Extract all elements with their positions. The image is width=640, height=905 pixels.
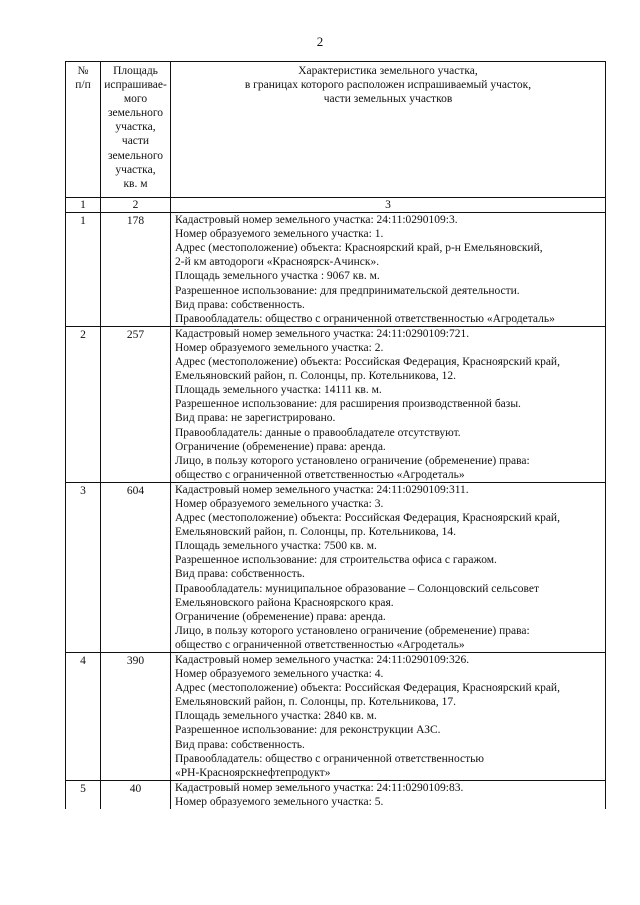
description-line: Номер образуемого земельного участка: 5. xyxy=(175,795,384,808)
description-line: Емельяновский район, п. Солонцы, пр. Котельникова, 12. xyxy=(175,370,456,383)
header-line: части xyxy=(121,135,150,148)
header-line: Площадь xyxy=(113,65,158,77)
description-line: Лицо, в пользу которого установлено ограничение (обременение) права: xyxy=(175,624,530,637)
row-number: 3 xyxy=(66,482,101,652)
description-line: Лицо, в пользу которого установлено ограничение (обременение) права: xyxy=(175,454,530,467)
description-line: Адрес (местоположение) объекта: Российская Федерация, Красноярский край, xyxy=(175,512,560,525)
description-line: Разрешенное использование: для предпринимательской деятельности. xyxy=(175,284,520,297)
description-line: Адрес (местоположение) объекта: Российская Федерация, Красноярский край, xyxy=(175,356,560,369)
description-line: Площадь земельного участка: 2840 кв. м. xyxy=(175,710,377,723)
column-index: 3 xyxy=(171,198,606,213)
description-line: Емельяновского района Красноярского края. xyxy=(175,596,394,609)
table-row xyxy=(66,780,606,809)
description-line: Номер образуемого земельного участка: 4. xyxy=(175,668,384,681)
description-line: Кадастровый номер земельного участка: 24:11:0290109:83. xyxy=(175,781,464,794)
header-line: № xyxy=(77,65,89,77)
land-plots-table xyxy=(65,61,606,809)
header-line: испрашивае- xyxy=(104,79,167,92)
row-description xyxy=(171,780,606,809)
description-line: Кадастровый номер земельного участка: 24:11:0290109:3. xyxy=(175,214,458,227)
header-line: кв. м xyxy=(123,177,148,190)
description-line: 2-й км автодороги «Красноярск-Ачинск». xyxy=(175,256,380,269)
description-line: Правообладатель: общество с ограниченной ответственностью xyxy=(175,752,484,765)
description-line: Разрешенное использование: для расширения производственной базы. xyxy=(175,398,521,411)
description-line: Разрешенное использование: для строительства офиса с гаражом. xyxy=(175,554,497,567)
column-index-row xyxy=(66,198,606,213)
row-area: 390 xyxy=(101,653,171,781)
header-line: участка, xyxy=(115,121,156,134)
description-line: Площадь земельного участка : 9067 кв. м. xyxy=(175,270,380,283)
header-description xyxy=(171,62,606,198)
description-line: Номер образуемого земельного участка: 2. xyxy=(175,341,384,354)
header-line: п/п xyxy=(75,79,91,92)
description-line: Адрес (местоположение) объекта: Красноярский край, р-н Емельяновский, xyxy=(175,242,543,255)
description-line: Разрешенное использование: для реконструкции АЗС. xyxy=(175,724,441,737)
table-row xyxy=(66,482,606,652)
description-line: Вид права: не зарегистрировано. xyxy=(175,412,336,425)
header-line: в границах которого расположен испрашиваемый участок, xyxy=(244,79,532,92)
description-line: Площадь земельного участка: 14111 кв. м. xyxy=(175,384,382,397)
description-line: общество с ограниченной ответственностью «Агродеталь» xyxy=(175,468,465,481)
row-number: 4 xyxy=(66,653,101,781)
table-header-row xyxy=(66,62,606,198)
row-description xyxy=(171,653,606,781)
table-row xyxy=(66,326,606,482)
row-description xyxy=(171,326,606,482)
description-line: Емельяновский район, п. Солонцы, пр. Котельникова, 17. xyxy=(175,696,456,709)
description-line: Правообладатель: данные о правообладателе отсутствуют. xyxy=(175,426,461,439)
header-line: Характеристика земельного участка, xyxy=(298,65,478,77)
header-line: земельного xyxy=(107,107,164,120)
description-line: Кадастровый номер земельного участка: 24:11:0290109:311. xyxy=(175,483,469,496)
header-line: части земельных участков xyxy=(323,93,453,106)
description-line: Ограничение (обременение) права: аренда. xyxy=(175,610,386,623)
description-line: «РН-Красноярскнефтепродукт» xyxy=(175,766,331,779)
row-area: 40 xyxy=(101,780,171,809)
description-line: Номер образуемого земельного участка: 3. xyxy=(175,497,384,510)
description-line: Правообладатель: общество с ограниченной ответственностью «Агродеталь» xyxy=(175,312,555,325)
row-description xyxy=(171,213,606,327)
description-line: Вид права: собственность. xyxy=(175,568,305,581)
description-line: Площадь земельного участка: 7500 кв. м. xyxy=(175,540,377,553)
row-area: 604 xyxy=(101,482,171,652)
description-line: Вид права: собственность. xyxy=(175,738,305,751)
row-number: 1 xyxy=(66,213,101,327)
row-number: 5 xyxy=(66,780,101,809)
description-line: Адрес (местоположение) объекта: Российская Федерация, Красноярский край, xyxy=(175,682,560,695)
description-line: общество с ограниченной ответственностью «Агродеталь» xyxy=(175,638,465,651)
description-line: Ограничение (обременение) права: аренда. xyxy=(175,440,386,453)
header-area xyxy=(101,62,171,198)
header-line: земельного xyxy=(107,149,164,162)
row-area: 257 xyxy=(101,326,171,482)
table-row xyxy=(66,213,606,327)
description-line: Кадастровый номер земельного участка: 24:11:0290109:721. xyxy=(175,327,470,340)
column-index: 1 xyxy=(66,198,101,213)
description-line: Правообладатель: муниципальное образование – Солонцовский сельсовет xyxy=(175,582,539,595)
description-line: Емельяновский район, п. Солонцы, пр. Котельникова, 14. xyxy=(175,526,456,539)
page-number: 2 xyxy=(316,34,324,49)
description-line: Номер образуемого земельного участка: 1. xyxy=(175,228,384,241)
row-description xyxy=(171,482,606,652)
table-row xyxy=(66,653,606,781)
header-number xyxy=(66,62,101,198)
column-index: 2 xyxy=(101,198,171,213)
row-number: 2 xyxy=(66,326,101,482)
row-area: 178 xyxy=(101,213,171,327)
description-line: Кадастровый номер земельного участка: 24:11:0290109:326. xyxy=(175,654,470,666)
description-line: Вид права: собственность. xyxy=(175,298,305,311)
header-line: мого xyxy=(123,93,148,106)
header-line: участка, xyxy=(115,163,156,176)
table-body xyxy=(66,213,606,809)
